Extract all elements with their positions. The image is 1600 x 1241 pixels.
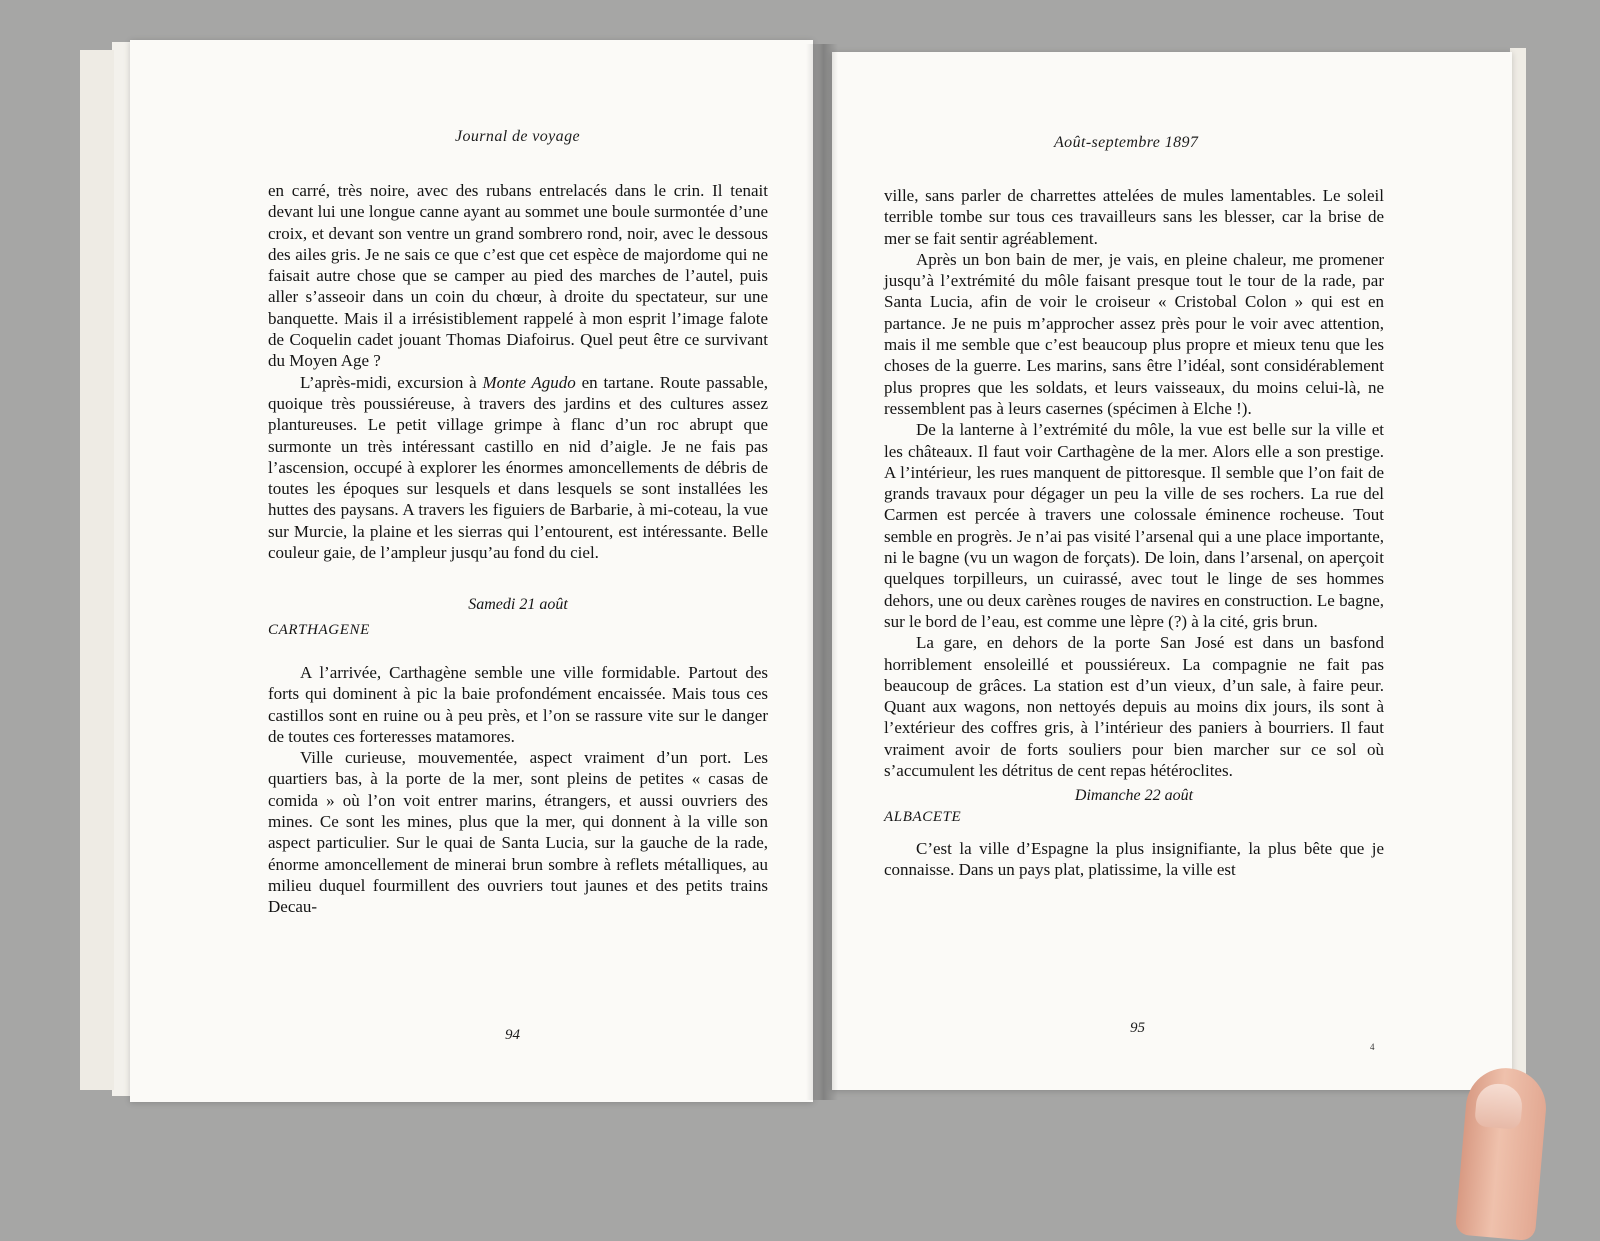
right-page-text [884, 185, 1384, 881]
paragraph: Après un bon bain de mer, je vais, en pleine chaleur, me promener jusqu’à l’extrémité du môle faisant presque tout le tour de la rade, par Santa Lucia, afin de voir le croiseur « Cristobal Colon » qui est en partance. Je ne puis m’approcher assez près pour le voir avec attention, mais il me semble que c’est beaucoup plus propre et mieux tenu que les choses de la guerre. Les marins, sans être l’idéal, sont considérablement plus propres que les soldats, et leurs vaisseaux, du moins celui-là, ne ressemblent pas à leurs casernes (spécimen à Elche !). [884, 249, 1384, 418]
place-heading: ALBACETE [884, 808, 962, 825]
paragraph: Ville curieuse, mouvementée, aspect vraiment d’un port. Les quartiers bas, à la porte de la mer, sont pleins de petites « casas de comida » où l’on voit entrer marins, étrangers, et aussi ouvriers des mines. Ce sont les mines, plus que la mer, qui donnent à la ville son aspect particulier. Sur le quai de Santa Lucia, sur la gauche de la rade, énorme amoncellement de minerai brun sombre à reflets métalliques, au milieu duquel fourmillent des ouvriers tout jaunes et des petits trains Decau- [268, 748, 768, 917]
left-page-text [268, 180, 768, 918]
signature-mark: 4 [1370, 1042, 1375, 1052]
left-page-stack-outer [80, 50, 114, 1090]
running-head-right: Août-septembre 1897 [1054, 134, 1199, 151]
left-page [130, 40, 813, 1102]
paragraph: La gare, en dehors de la porte San José est dans un basfond horriblement ensoleillé et poussiéreux. La compagnie ne fait pas beaucoup de grâces. La station est d’un vieux, d’un sale, à faire peur. Quant aux wagons, non nettoyés depuis au moins dix jours, ils sont à l’extérieur des coffres gris, à l’intérieur des paniers à bourriers. Il faut vraiment avoir de forts souliers pour bien marcher sur ce sol où s’accumulent les détritus de cent repas hétéroclites. [884, 633, 1384, 781]
right-page [832, 52, 1512, 1090]
paragraph: ville, sans parler de charrettes attelées de mules lamentables. Le soleil terrible tombe sur tous ces travailleurs sans les blesser, car la brise de mer se fait sentir agréablement. [884, 186, 1384, 248]
paragraph: De la lanterne à l’extrémité du môle, la vue est belle sur la ville et les châteaux. Il faut voir Carthagène de la mer. Alors elle a son prestige. A l’intérieur, les rues manquent de pittoresque. Il semble que l’on fait de grands travaux pour dégager un peu la ville de ses rochers. La rue del Carmen est percée à travers une colossale éminence rocheuse. Tout semble en progrès. Je n’ai pas visité l’arsenal qui a une place importante, ni le bagne (vu un wagon de forçats). De loin, dans l’arsenal, on aperçoit quelques torpilleurs, un cuirassé, avec tout le linge de ses hommes dehors, une ou deux carènes rouges de navires en construction. Le bagne, sur le bord de l’eau, est comme une lèpre (?) à la cité, gris brun. [884, 420, 1384, 631]
page-number-right: 95 [1130, 1020, 1145, 1036]
paragraph: A l’arrivée, Carthagène semble une ville formidable. Partout des forts qui dominent à pic la baie profondément encaissée. Mais tous ces castillos sont en ruine ou à peu près, et l’on se rassure vite sur le danger de toutes ces forteresses matamores. [268, 662, 768, 746]
paragraph: C’est la ville d’Espagne la plus insignifiante, la plus bête que je connaisse. Dans un pays plat, platissime, la ville est [884, 838, 1384, 880]
italic-place-name: Monte Agudo [482, 372, 576, 392]
date-heading: Samedi 21 août [468, 596, 568, 614]
book-gutter-shadow [806, 44, 838, 1100]
place-heading: CARTHAGENE [268, 621, 370, 638]
right-page-stack [1510, 48, 1526, 1094]
text-run: en tartane. Route passable, quoique très poussiéreuse, à travers des jardins et des cultures assez plantureuses. Le petit village grimpe à flanc d’un roc abrupt que surmonte un très intéressant castillo en nid d’aigle. Je ne fais pas l’ascension, occupé à explorer les énormes amoncellements de débris de toutes les époques sur lesquels et dans lesquels se sont installées les huttes des paysans. A travers les figuiers de Barbarie, à mi-coteau, la vue sur Murcie, la plaine et les sierras qui l’entourent, est intéressante. Belle couleur gaie, de l’ampleur jusqu’au fond du ciel. [268, 372, 768, 563]
paragraph: en carré, très noire, avec des rubans entrelacés dans le crin. Il tenait devant lui une longue canne ayant au sommet une boule surmontée d’une croix, et devant son ventre un grand sombrero rond, noir, avec le dessous des ailes gris. Je ne sais ce que c’est que cet espèce de majordome qui ne faisait autre chose que se camper au pied des marches de l’autel, puis aller s’asseoir dans un coin du chœur, à droite du spectateur, sur une banquette. Mais il a irrésistiblement rappelé à mon esprit l’image falote de Coquelin cadet jouant Thomas Diafoirus. Quel peut être ce survivant du Moyen Age ? [268, 181, 768, 371]
date-heading: Dimanche 22 août [1074, 787, 1194, 805]
page-number-left: 94 [505, 1027, 520, 1043]
running-head-left: Journal de voyage [455, 128, 580, 145]
left-page-stack [112, 42, 132, 1096]
text-run: L’après-midi, excursion à [300, 372, 483, 392]
paragraph [268, 372, 768, 564]
